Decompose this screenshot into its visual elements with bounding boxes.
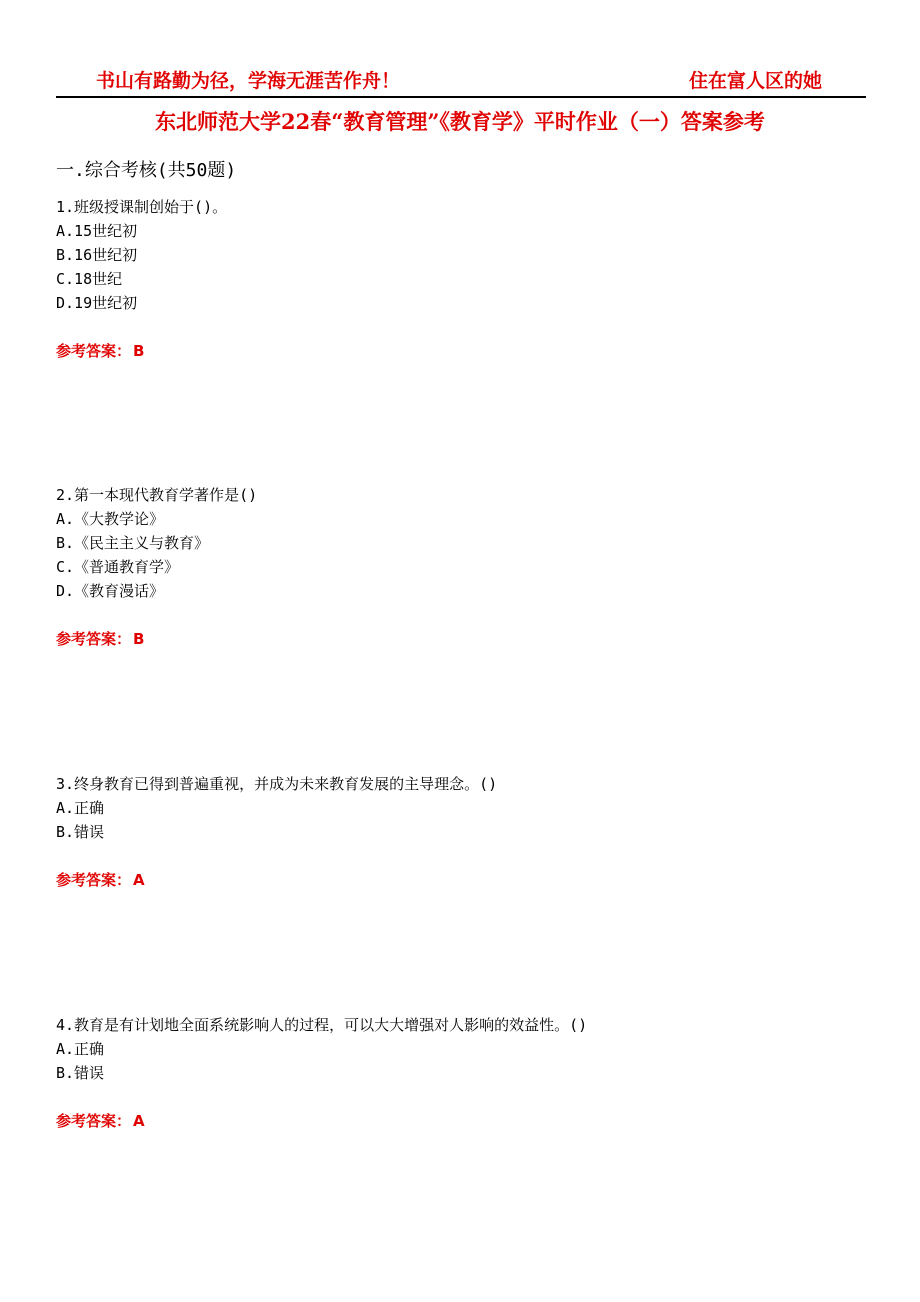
section-heading: 一.综合考核(共50题) [56, 160, 237, 181]
header-motto: 书山有路勤为径，学海无涯苦作舟！ [96, 70, 401, 92]
answer-line [56, 868, 856, 892]
answer-label: 参考答案： [56, 630, 132, 648]
answer-value: B [133, 630, 145, 648]
option-a: A.15世纪初 [56, 222, 138, 240]
question-2 [56, 483, 856, 651]
answer-value: A [133, 1112, 145, 1130]
option-a: A.《大教学论》 [56, 510, 165, 528]
option-c: C.《普通教育学》 [56, 558, 180, 576]
question-stem: 2.第一本现代教育学著作是() [56, 486, 258, 504]
option-d: D.19世纪初 [56, 294, 138, 312]
option-c: C.18世纪 [56, 270, 123, 288]
document-title: 东北师范大学22春“教育管理”《教育学》平时作业（一）答案参考 [155, 109, 765, 134]
option-b: B.《民主主义与教育》 [56, 534, 210, 552]
answer-label: 参考答案： [56, 871, 132, 889]
page-header [56, 62, 866, 98]
question-stem: 4.教育是有计划地全面系统影响人的过程，可以大大增强对人影响的效益性。() [56, 1016, 588, 1034]
option-b: B.16世纪初 [56, 246, 138, 264]
option-d: D.《教育漫话》 [56, 582, 165, 600]
question-1 [56, 195, 856, 363]
answer-value: A [133, 871, 145, 889]
option-b: B.错误 [56, 1064, 105, 1082]
option-a: A.正确 [56, 1040, 105, 1058]
option-b: B.错误 [56, 823, 105, 841]
question-stem: 3.终身教育已得到普遍重视，并成为未来教育发展的主导理念。() [56, 775, 498, 793]
answer-value: B [133, 342, 145, 360]
question-4 [56, 1013, 856, 1133]
answer-label: 参考答案： [56, 1112, 132, 1130]
answer-label: 参考答案： [56, 342, 132, 360]
answer-line [56, 627, 856, 651]
answer-line [56, 1109, 856, 1133]
answer-line [56, 339, 856, 363]
header-author: 住在富人区的她 [688, 70, 822, 92]
question-stem: 1.班级授课制创始于()。 [56, 198, 228, 216]
question-3 [56, 772, 856, 892]
option-a: A.正确 [56, 799, 105, 817]
